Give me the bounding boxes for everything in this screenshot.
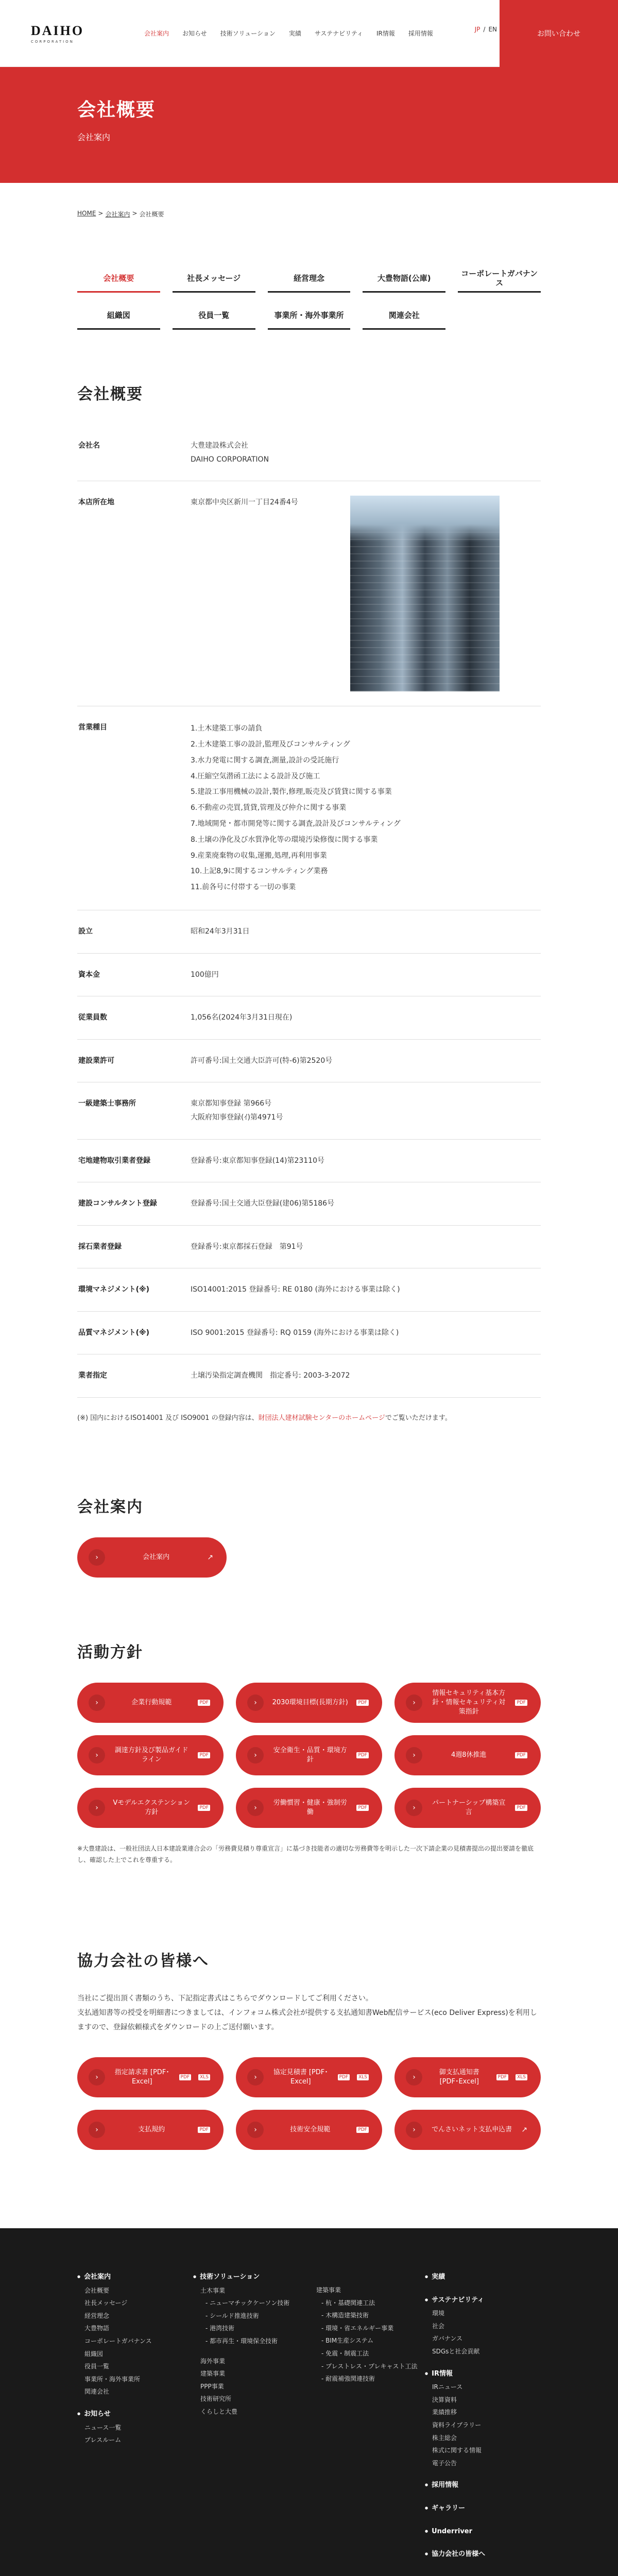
arrow-right-icon: › — [89, 2069, 105, 2086]
footer-link[interactable]: ニュース一覧 — [84, 2424, 122, 2431]
xls-badge: XLS — [198, 2074, 210, 2080]
tab-philosophy[interactable]: 経営理念 — [268, 265, 351, 293]
footer-link[interactable]: 土木事業 — [200, 2286, 226, 2294]
partner-button-label: でんさいネット支払申込書 — [432, 2126, 512, 2134]
profile-value: 東京都中央区新川一丁目24番4号 — [191, 498, 298, 507]
profile-value: 100億円 — [191, 970, 219, 979]
footer-link[interactable]: PPP事業 — [200, 2382, 224, 2390]
pdf-badge: PDF — [179, 2074, 192, 2080]
arrow-right-icon: › — [247, 1800, 264, 1816]
footer-heading[interactable]: ● 採用情報 — [425, 2479, 541, 2493]
footer-link[interactable]: - シールド推進技術 — [193, 2310, 309, 2323]
policy-button[interactable] — [236, 1683, 382, 1723]
profile-key: 環境マネジメント(※) — [78, 1285, 149, 1294]
profile-row — [77, 1312, 541, 1355]
iso-note-link[interactable]: 財団法人建材試験センターのホームページ — [258, 1414, 385, 1422]
policy-button-label: Vモデルエクステンション方針 — [113, 1799, 191, 1817]
footer-heading[interactable]: ● IR情報 — [425, 2367, 541, 2381]
lang-jp[interactable]: JP — [474, 26, 480, 33]
xls-badge: XLS — [516, 2074, 527, 2080]
footer-link[interactable]: 海外事業 — [200, 2357, 226, 2365]
footer-col-others — [425, 2270, 541, 2576]
arrow-right-icon: › — [406, 2122, 422, 2138]
profile-key: 営業種目 — [78, 723, 107, 732]
footer-link[interactable]: - 港湾技術 — [193, 2322, 309, 2335]
footer-link[interactable]: - 環境・省エネルギー事業 — [309, 2322, 425, 2335]
profile-key: 建設コンサルタント登録 — [78, 1199, 157, 1208]
profile-row — [77, 425, 541, 481]
business-item: 4.圧縮空気潜函工法による設計及び施工 — [191, 772, 320, 781]
pdf-badge: PDF — [198, 1752, 210, 1758]
logo-mark: DAIHO — [31, 23, 84, 38]
profile-row — [77, 1082, 541, 1139]
policy-heading: 活動方針 — [77, 1643, 143, 1662]
partner-button-label: 協定見積書 [PDF･Excel] — [273, 2069, 328, 2086]
profile-key: 会社名 — [78, 442, 100, 450]
footer-link[interactable]: 業績推移 — [432, 2409, 457, 2416]
breadcrumb-company[interactable]: 会社案内 — [105, 211, 130, 218]
profile-key: 一級建築士事務所 — [78, 1099, 136, 1108]
partner-text-line: 当社にご提出頂く書類のうち、下記指定書式はこちらでダウンロードしてご利用ください。 — [77, 1994, 373, 2003]
footer-link[interactable]: SDGsと社会貢献 — [432, 2348, 480, 2355]
profile-key: 宅地建物取引業者登録 — [78, 1156, 150, 1165]
external-link-icon: ↗ — [207, 1553, 213, 1562]
policy-button-label: 情報セキュリティ基本方針・情報セキュリティ対策指針 — [432, 1689, 506, 1716]
profile-row — [77, 910, 541, 954]
tab-overview[interactable]: 会社概要 — [77, 265, 160, 293]
business-item: 7.地域開発・都市開発等に関する調査,設計及びコンサルティング — [191, 819, 401, 828]
arrow-right-icon: › — [89, 1800, 105, 1816]
partner-button[interactable] — [394, 2110, 541, 2150]
site-header — [0, 0, 618, 67]
arrow-right-icon: › — [406, 1694, 422, 1711]
footer-link[interactable]: 関連会社 — [84, 2388, 110, 2396]
tab-affiliates[interactable]: 関連会社 — [363, 302, 445, 330]
annai-heading: 会社案内 — [77, 1498, 143, 1517]
profile-row — [77, 1182, 541, 1226]
profile-key: 本店所在地 — [78, 498, 114, 507]
footer-link[interactable]: コーポレートガバナンス — [84, 2337, 152, 2345]
footer-link[interactable]: 電子公告 — [432, 2459, 457, 2467]
policy-button-label: 2030環境目標(長期方針) — [272, 1698, 348, 1706]
pdf-badge: PDF — [515, 1700, 527, 1706]
nav-item-company[interactable]: 会社案内 — [144, 30, 169, 37]
partner-button-label: 御支払通知書 [PDF･Excel] — [439, 2069, 479, 2086]
business-item: 8.土壌の浄化及び水質浄化等の環境汚染修復に関する事業 — [191, 835, 378, 844]
breadcrumb-current: 会社概要 — [139, 211, 164, 218]
profile-row — [77, 1226, 541, 1269]
footer-link[interactable]: - 木構造建築技術 — [309, 2309, 425, 2322]
footer-link[interactable]: - 都市再生・環境保全技術 — [193, 2335, 309, 2348]
footer-link[interactable]: IRニュース — [432, 2383, 463, 2391]
footer-col-solution — [193, 2270, 309, 2576]
partner-heading: 協力会社の皆様へ — [77, 1952, 209, 1971]
tab-governance[interactable]: コーポレートガバナンス — [458, 265, 541, 293]
arrow-right-icon: › — [89, 2122, 105, 2138]
partner-text-line: 支払通知書等の授受を明細書につきましては、インフォコム株式会社が提供する支払通知書Web配信サービス(eco Deliver Express)を利用しますので、登録依頼様式をダウンロードの上ご送付願います。 — [77, 2009, 537, 2032]
tab-story[interactable]: 大豊物語(公庫) — [363, 265, 445, 293]
footer-link[interactable]: 決算資料 — [432, 2396, 457, 2403]
footer-link[interactable]: 組織図 — [84, 2350, 104, 2358]
policy-button[interactable] — [394, 1683, 541, 1723]
profile-table — [77, 425, 541, 1398]
profile-row — [77, 954, 541, 997]
pdf-badge: PDF — [515, 1805, 527, 1811]
profile-value: DAIHO CORPORATION — [191, 455, 269, 464]
footer-link[interactable]: 技術研究所 — [200, 2395, 232, 2403]
arrow-right-icon: › — [89, 1549, 105, 1566]
arrow-right-icon: › — [89, 1747, 105, 1764]
policy-button-label: 安全衛生・品質・環境方針 — [273, 1746, 347, 1764]
partner-buttons — [77, 2057, 541, 2150]
tab-officers[interactable]: 役員一覧 — [173, 302, 255, 330]
contact-button[interactable]: お問い合わせ — [500, 0, 618, 67]
profile-row — [77, 1040, 541, 1083]
logo-sub: CORPORATION — [31, 39, 74, 44]
nav-item-recruit[interactable]: 採用情報 — [408, 30, 433, 37]
business-item: 11.前各号に付帯する一切の事業 — [191, 883, 296, 892]
partner-button[interactable] — [236, 2057, 382, 2097]
footer-link[interactable]: - 杭・基礎関連工法 — [309, 2297, 425, 2310]
footer-link[interactable]: 株式に関する情報 — [432, 2447, 482, 2454]
nav-item-news[interactable]: お知らせ — [182, 30, 207, 37]
business-item: 3.水力発電に関する調査,測量,設計の受託施行 — [191, 756, 339, 765]
nav-item-ir[interactable]: IR情報 — [376, 30, 395, 37]
nav-item-solution[interactable]: 技術ソリューション — [220, 30, 276, 37]
tab-offices[interactable]: 事業所・海外事業所 — [268, 302, 351, 330]
profile-value: 昭和24年3月31日 — [191, 927, 250, 936]
profile-value: 大豊建設株式会社 — [191, 442, 248, 450]
footer-link[interactable]: 資料ライブラリー — [432, 2421, 482, 2429]
breadcrumb — [77, 210, 618, 218]
profile-value: ISO14001:2015 登録番号: RE 0180 (海外における事業は除く) — [191, 1285, 400, 1294]
footer-link[interactable]: 役員一覧 — [84, 2363, 110, 2370]
footer-link[interactable]: - BIM生産システム — [309, 2334, 425, 2347]
tab-message[interactable]: 社長メッセージ — [173, 265, 255, 293]
footer-link[interactable]: 建築事業 — [316, 2286, 341, 2294]
policy-button-label: 労働慣習・健康・強制労働 — [273, 1799, 347, 1817]
site-logo[interactable] — [31, 23, 108, 44]
profile-key: 資本金 — [78, 970, 100, 979]
nav-item-works[interactable]: 実績 — [288, 30, 301, 37]
policy-button-label: パートナーシップ構築宣言 — [432, 1799, 506, 1817]
profile-value: 登録番号:東京都知事登録(14)第23110号 — [191, 1156, 324, 1165]
pdf-badge: PDF — [338, 2074, 350, 2080]
business-item: 5.建設工事用機械の設計,製作,修理,販売及び賃貸に関する事業 — [191, 788, 392, 796]
policy-button[interactable] — [77, 1683, 224, 1723]
business-item: 6.不動産の売買,賃貸,管理及び仲介に関する事業 — [191, 804, 347, 812]
footer-link[interactable]: - 免震・制震工法 — [309, 2347, 425, 2360]
pdf-badge: PDF — [496, 2074, 509, 2080]
policy-button[interactable] — [236, 1735, 382, 1775]
iso-note — [77, 1412, 541, 1422]
xls-badge: XLS — [357, 2074, 369, 2080]
partner-button[interactable] — [77, 2057, 224, 2097]
company-brochure-button[interactable] — [77, 1537, 227, 1578]
policy-buttons — [77, 1683, 541, 1828]
partner-button[interactable] — [236, 2110, 382, 2150]
arrow-right-icon: › — [89, 1694, 105, 1711]
profile-value: 東京都知事登録 第966号 — [191, 1099, 272, 1108]
company-brochure-label: 会社案内 — [143, 1553, 170, 1561]
profile-row — [77, 996, 541, 1040]
footer-heading[interactable]: ● サステナビリティ — [425, 2294, 541, 2308]
external-link-icon: ↗ — [521, 2126, 527, 2134]
pdf-badge: PDF — [356, 1700, 369, 1706]
pdf-badge: PDF — [356, 1805, 369, 1811]
head-office-building-photo — [350, 496, 500, 691]
policy-button[interactable] — [77, 1735, 224, 1775]
partner-button-label: 技術安全規範 — [290, 2126, 331, 2134]
lang-sep: / — [483, 26, 486, 33]
profile-key: 従業員数 — [78, 1013, 107, 1022]
footer-heading[interactable]: ● 会社案内 — [77, 2270, 193, 2284]
footer-col-company — [77, 2270, 193, 2576]
footer-link[interactable]: 社長メッセージ — [84, 2299, 128, 2307]
policy-button-label: 調達方針及び製品ガイドライン — [114, 1746, 188, 1764]
partner-button[interactable] — [77, 2110, 224, 2150]
profile-key: 設立 — [78, 927, 93, 936]
profile-key: 採石業者登録 — [78, 1242, 122, 1251]
business-item: 1.土木建築工事の請負 — [191, 724, 263, 733]
policy-button[interactable] — [77, 1788, 224, 1828]
profile-heading: 会社概要 — [77, 385, 143, 403]
nav-item-sustainability[interactable]: サステナビリティ — [314, 30, 363, 37]
profile-value: 1,056名(2024年3月31日現在) — [191, 1013, 293, 1022]
profile-value: 許可番号:国土交通大臣許可(特-6)第2520号 — [191, 1056, 333, 1065]
profile-value: 大阪府知事登録(ｲ)第4971号 — [191, 1113, 283, 1122]
profile-value: ISO 9001:2015 登録番号: RQ 0159 (海外における事業は除く) — [191, 1328, 399, 1337]
footer-link[interactable]: プレスルーム — [84, 2436, 122, 2444]
partner-button[interactable] — [394, 2057, 541, 2097]
partner-button-label: 指定請求書 [PDF･Excel] — [114, 2069, 169, 2086]
footer-link[interactable]: くらしと大豊 — [200, 2408, 238, 2415]
lang-en[interactable]: EN — [488, 26, 497, 33]
footer-col-architecture — [309, 2270, 425, 2576]
footer-link[interactable]: - ニューマチックケーソン技術 — [193, 2297, 309, 2310]
footer-link[interactable]: 環境 — [432, 2310, 445, 2317]
pdf-badge: PDF — [356, 1752, 369, 1758]
arrow-right-icon: › — [406, 2069, 422, 2086]
company-tabs — [77, 265, 541, 330]
arrow-right-icon: › — [247, 2069, 264, 2086]
pdf-badge: PDF — [356, 2127, 369, 2133]
breadcrumb-sep: > — [98, 210, 104, 217]
footer-link[interactable]: 会社概要 — [84, 2286, 110, 2294]
footer-link[interactable]: 事業所・海外事業所 — [84, 2375, 141, 2383]
profile-value: 登録番号:国土交通大臣登録(建06)第5186号 — [191, 1199, 335, 1208]
business-item: 10.上記8,9に関するコンサルティング業務 — [191, 867, 328, 876]
footer-link[interactable]: 社会 — [432, 2322, 445, 2330]
arrow-right-icon: › — [406, 1747, 422, 1764]
footer-heading[interactable]: ● Underriver — [425, 2525, 541, 2539]
page-subtitle: 会社案内 — [77, 132, 111, 142]
page-title: 会社概要 — [77, 99, 156, 121]
site-footer — [0, 2228, 618, 2576]
profile-value: 土壌汚染指定調査機関 指定番号: 2003-3-2072 — [191, 1371, 350, 1380]
footer-link[interactable]: 大豊物語 — [84, 2325, 110, 2332]
business-item: 9.産業廃棄物の収集,運搬,処理,再利用事業 — [191, 851, 327, 860]
global-nav — [144, 29, 433, 38]
breadcrumb-sep: > — [132, 210, 138, 217]
footer-heading[interactable]: ● 協力会社の皆様へ — [425, 2548, 541, 2562]
policy-button[interactable] — [394, 1788, 541, 1828]
partner-text — [77, 1991, 541, 2035]
profile-key: 業者指定 — [78, 1371, 107, 1380]
arrow-right-icon: › — [247, 1694, 264, 1711]
policy-button[interactable] — [394, 1735, 541, 1775]
language-switch — [475, 26, 497, 33]
footer-link[interactable]: - プレストレス・プレキャスト工法 — [309, 2360, 425, 2373]
footer-heading[interactable]: ● 実績 — [425, 2270, 541, 2284]
profile-key: 品質マネジメント(※) — [78, 1328, 149, 1337]
profile-row — [77, 481, 541, 706]
arrow-right-icon: › — [247, 2122, 264, 2138]
page-hero — [0, 67, 618, 183]
footer-link[interactable]: 経営理念 — [84, 2312, 110, 2319]
profile-value: 登録番号:東京都採石登録 第91号 — [191, 1242, 303, 1251]
profile-row — [77, 706, 541, 910]
pdf-badge: PDF — [198, 2127, 210, 2133]
policy-button-label: 4週8休推進 — [451, 1751, 487, 1759]
policy-button-label: 企業行動規範 — [131, 1698, 172, 1706]
footer-link[interactable]: 株主総会 — [432, 2434, 457, 2442]
pdf-badge: PDF — [198, 1700, 210, 1706]
footer-heading[interactable]: ● お知らせ — [77, 2408, 193, 2421]
footer-link[interactable]: ガバナンス — [432, 2335, 463, 2343]
profile-key: 建設業許可 — [78, 1056, 114, 1065]
footer-heading[interactable]: ● ギャラリー — [425, 2502, 541, 2516]
footer-link[interactable]: - 耐震補強関連技術 — [309, 2372, 425, 2385]
pdf-badge: PDF — [515, 1752, 527, 1758]
policy-button[interactable] — [236, 1788, 382, 1828]
footer-heading[interactable]: ● 技術ソリューション — [193, 2270, 309, 2284]
breadcrumb-home[interactable]: HOME — [77, 210, 96, 217]
footer-link[interactable]: 建築事業 — [200, 2370, 226, 2378]
profile-row — [77, 1354, 541, 1398]
pdf-badge: PDF — [198, 1805, 210, 1811]
profile-row — [77, 1140, 541, 1183]
iso-note-text: でご覧いただけます。 — [385, 1414, 452, 1422]
profile-row — [77, 1268, 541, 1312]
arrow-right-icon: › — [406, 1800, 422, 1816]
iso-note-text: (※) 国内におけるISO14001 及び ISO9001 の登録内容は、 — [77, 1414, 259, 1422]
business-item: 2.土木建築工事の設計,監理及びコンサルティング — [191, 740, 350, 749]
partner-button-label: 支払規約 — [138, 2126, 165, 2134]
policy-note: ※大豊建設は、一般社団法人日本建設業連合会の「労務費見積り尊重宣言」に基づき技能者の適切な労務費等を明示した一次下請企業の見積書提出の提出要請を徹底し、確認した上でこれを尊重する。 — [77, 1845, 534, 1863]
tab-organization[interactable]: 組織図 — [77, 302, 160, 330]
arrow-right-icon: › — [247, 1747, 264, 1764]
